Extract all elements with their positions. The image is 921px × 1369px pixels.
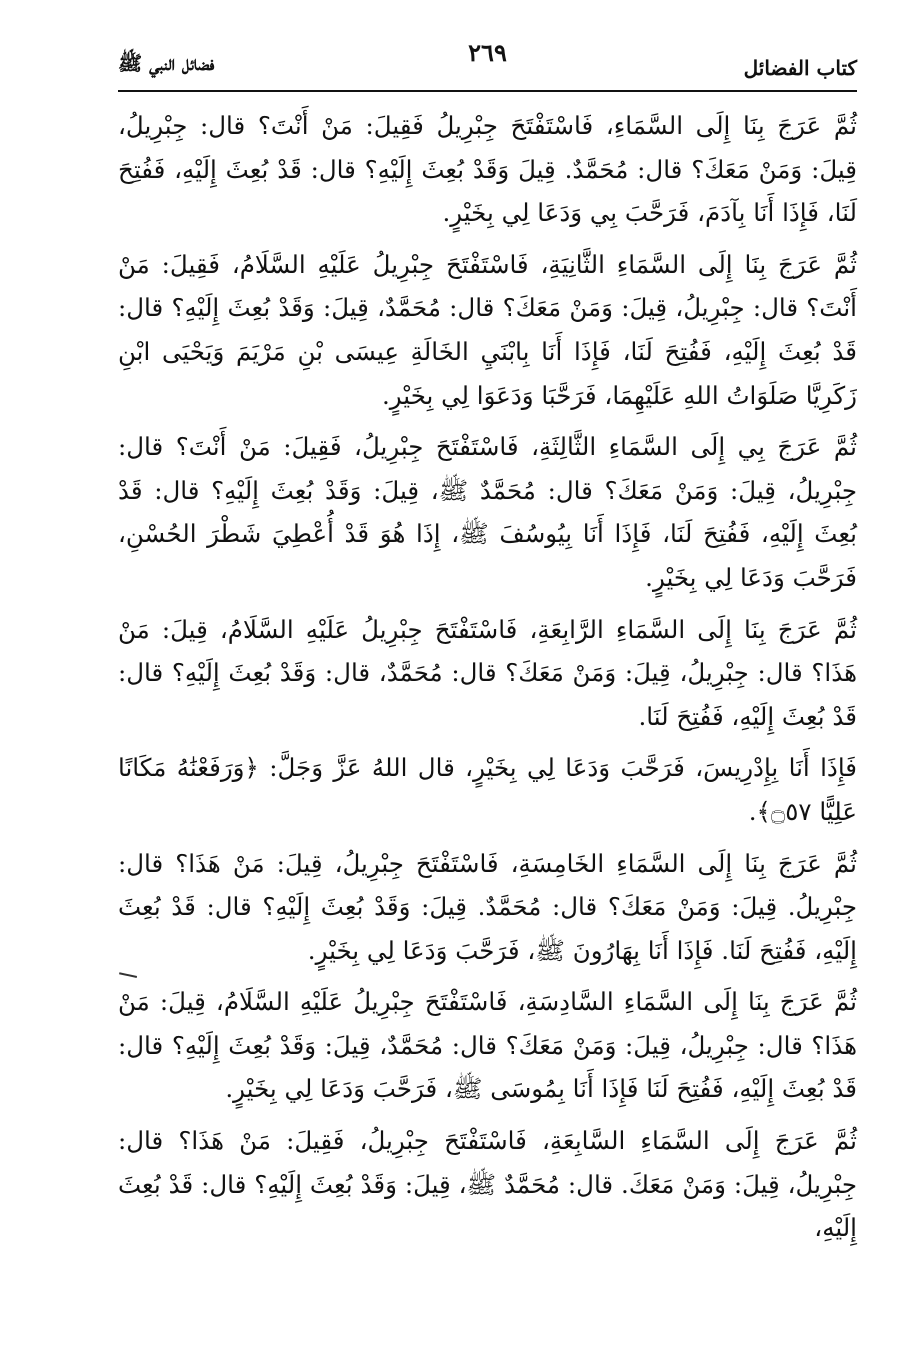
paragraph-first-heaven: ثُمَّ عَرَجَ بِنَا إِلَى السَّمَاءِ، فَاسْتَفْتَحَ جِبْرِيلُ فَقِيلَ: مَنْ أَنْتَ؟ قال: جِبْرِيلُ، قِيلَ: وَمَنْ مَعَكَ؟ قال: مُحَمَّدٌ. قِيلَ وَقَدْ بُعِثَ إِلَيْهِ؟ قال: قَدْ بُعِثَ إِلَيْهِ، فَفُتِحَ لَنَا، فَإِذَا أَنَا بِآدَمَ، فَرَحَّبَ بِي وَدَعَا لِي بِخَيْرٍ.: [118, 111, 857, 228]
chapter-title: فضائل النبي ﷺ: [118, 51, 215, 75]
paragraph-third-heaven: ثُمَّ عَرَجَ بِي إِلَى السَّمَاءِ الثَّالِثَةِ، فَاسْتَفْتَحَ جِبْرِيلُ، فَقِيلَ: مَنْ أَنْتَ؟ قال: جِبْرِيلُ، قِيلَ: وَمَنْ مَعَكَ؟ قال: مُحَمَّدٌ ﷺ، قِيلَ: وَقَدْ بُعِثَ إِلَيْهِ؟ قال: قَدْ بُعِثَ إِلَيْهِ، فَفُتِحَ لَنَا، فَإِذَا أَنَا بِيُوسُفَ ﷺ، إِذَا هُوَ قَدْ أُعْطِيَ شَطْرَ الحُسْنِ، فَرَحَّبَ وَدَعَا لِي بِخَيْرٍ.: [118, 432, 857, 592]
book-title: كتاب الفضائل: [743, 56, 857, 80]
running-header: [118, 38, 857, 92]
paragraph-second-heaven: ثُمَّ عَرَجَ بِنَا إِلَى السَّمَاءِ الثَّانِيَةِ، فَاسْتَفْتَحَ جِبْرِيلُ عَلَيْهِ السَّلَامُ، فَقِيلَ: مَنْ أَنْتَ؟ قال: جِبْرِيلُ، قِيلَ: وَمَنْ مَعَكَ؟ قال: مُحَمَّدٌ، قِيلَ: وَقَدْ بُعِثَ إِلَيْهِ؟ قال: قَدْ بُعِثَ إِلَيْهِ، فَفُتِحَ لَنَا، فَإِذَا أَنَا بِابْنَيِ الخَالَةِ عِيسَى بْنِ مَرْيَمَ وَيَحْيَى ابْنِ زَكَرِيَّا صَلَوَاتُ اللهِ عَلَيْهِمَا، فَرَحَّبَا وَدَعَوَا لِي بِخَيْرٍ.: [118, 249, 857, 410]
body-text: [118, 104, 857, 1258]
paragraph-idris-verse: فَإِذَا أَنَا بِإِدْرِيسَ، فَرَحَّبَ وَدَعَا لِي بِخَيْرٍ، قال اللهُ عَزَّ وَجَلَّ: ﴿وَرَفَعْنَٰهُ مَكَانًا عَلِيًّا ۝٥٧﴾.: [118, 753, 857, 826]
paragraph-seventh-heaven: ثُمَّ عَرَجَ إِلَى السَّمَاءِ السَّابِعَةِ، فَاسْتَفْتَحَ جِبْرِيلُ، فَقِيلَ: مَنْ هَذَا؟ قال: جِبْرِيلُ، قِيلَ: وَمَنْ مَعَكَ. قال: مُحَمَّدٌ ﷺ، قِيلَ: وَقَدْ بُعِثَ إِلَيْهِ؟ قال: قَدْ بُعِثَ إِلَيْهِ،: [118, 1126, 857, 1243]
page-number: ٢٦٩: [468, 38, 507, 67]
paragraph-fourth-heaven: ثُمَّ عَرَجَ بِنَا إِلَى السَّمَاءِ الرَّابِعَةِ، فَاسْتَفْتَحَ جِبْرِيلُ عَلَيْهِ السَّلَامُ، قِيلَ: مَنْ هَذَا؟ قال: جِبْرِيلُ، قِيلَ: وَمَنْ مَعَكَ؟ قال: مُحَمَّدٌ، قال: وَقَدْ بُعِثَ إِلَيْهِ؟ قال: قَدْ بُعِثَ إِلَيْهِ، فَفُتِحَ لَنَا.: [118, 614, 857, 731]
paragraph-sixth-heaven: ثُمَّ عَرَجَ بِنَا إِلَى السَّمَاءِ السَّادِسَةِ، فَاسْتَفْتَحَ جِبْرِيلُ عَلَيْهِ السَّلَامُ، قِيلَ: مَنْ هَذَا؟ قال: جِبْرِيلُ، قِيلَ: وَمَنْ مَعَكَ؟ قال: مُحَمَّدٌ، قِيلَ: وَقَدْ بُعِثَ إِلَيْهِ؟ قال: قَدْ بُعِثَ إِلَيْهِ، فَفُتِحَ لَنَا فَإِذَا أَنَا بِمُوسَى ﷺ، فَرَحَّبَ وَدَعَا لِي بِخَيْرٍ.: [118, 987, 857, 1104]
paragraph-fifth-heaven: ثُمَّ عَرَجَ بِنَا إِلَى السَّمَاءِ الخَامِسَةِ، فَاسْتَفْتَحَ جِبْرِيلُ، قِيلَ: مَنْ هَذَا؟ قال: جِبْرِيلُ. قِيلَ: وَمَنْ مَعَكَ؟ قال: مُحَمَّدٌ. قِيلَ: وَقَدْ بُعِثَ إِلَيْهِ؟ قال: قَدْ بُعِثَ إِلَيْهِ، فَفُتِحَ لَنَا. فَإِذَا أَنَا بِهَارُونَ ﷺ، فَرَحَّبَ وَدَعَا لِي بِخَيْرٍ.: [118, 848, 857, 965]
